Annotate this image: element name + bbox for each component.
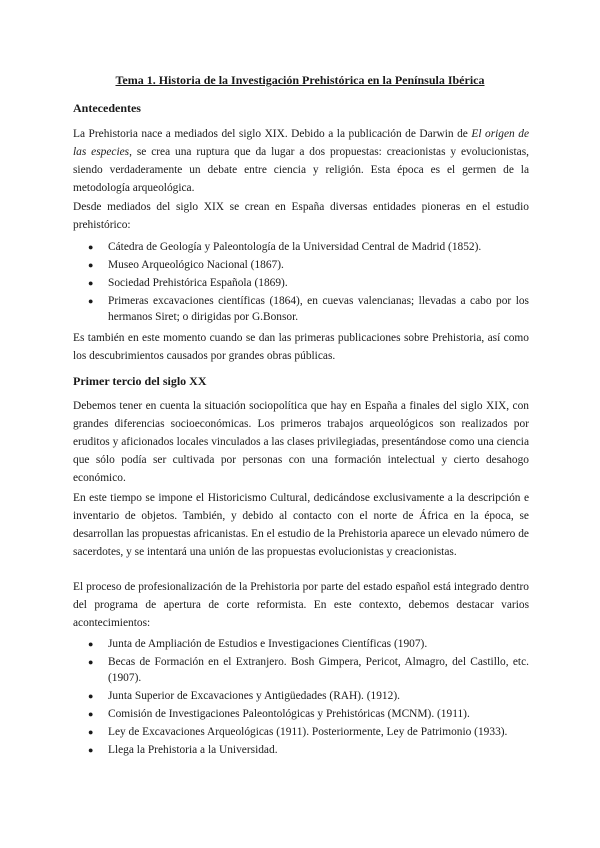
- section-heading-antecedentes: Antecedentes: [73, 101, 141, 115]
- list-item-text: Llega la Prehistoria a la Universidad.: [108, 744, 278, 756]
- bullet-icon: ●: [88, 745, 94, 755]
- list-item-text: Becas de Formación en el Extranjero. Bosh Gimpera, Pericot, Almagro, del Castillo, etc. (1907).: [108, 656, 529, 684]
- document-title: Tema 1. Historia de la Investigación Prehistórica en la Península Ibérica: [115, 73, 485, 87]
- list-item: [73, 724, 529, 740]
- bullet-icon: ●: [88, 639, 94, 649]
- list-item: [73, 706, 529, 722]
- bullet-icon: ●: [88, 278, 94, 288]
- list-item: [73, 293, 529, 325]
- list-item-text: Cátedra de Geología y Paleontología de la Universidad Central de Madrid (1852).: [108, 241, 482, 253]
- bullet-list-events: [73, 636, 529, 760]
- bullet-list-entities: [73, 239, 529, 327]
- list-item-text: Sociedad Prehistórica Española (1869).: [108, 277, 288, 289]
- list-item-text: Comisión de Investigaciones Paleontológicas y Prehistóricas (MCNM). (1911).: [108, 708, 470, 720]
- bullet-icon: ●: [88, 260, 94, 270]
- list-item-text: Junta de Ampliación de Estudios e Investigaciones Científicas (1907).: [108, 638, 428, 650]
- list-item: [73, 654, 529, 686]
- paragraph: Es también en este momento cuando se dan las primeras publicaciones sobre Prehistoria, así como los descubrimientos causados por grandes obras públicas.: [73, 332, 529, 362]
- list-item: [73, 636, 529, 652]
- list-item-text: Primeras excavaciones científicas (1864), en cuevas valencianas; llevadas a cabo por los hermanos Siret; o dirigidas por G.Bonsor.: [108, 295, 529, 323]
- list-item-text: Junta Superior de Excavaciones y Antigüedades (RAH). (1912).: [108, 690, 400, 702]
- list-item: [73, 257, 529, 273]
- paragraph: En este tiempo se impone el Historicismo Cultural, dedicándose exclusivamente a la descripción e inventario de objetos. También, y debido al contacto con el norte de África en la época, se desarrollan las propuestas africanistas. En el estudio de la Prehistoria aparece un elevado número de sacerdotes, y se intentará una unión de las propuestas evolucionistas y creacionistas.: [73, 492, 529, 558]
- paragraph: Desde mediados del siglo XIX se crean en España diversas entidades pioneras en el estudio prehistórico:: [73, 201, 529, 231]
- bullet-icon: ●: [88, 709, 94, 719]
- bullet-icon: ●: [88, 727, 94, 737]
- paragraph-text: , se crea una ruptura que da lugar a dos propuestas: creacionistas y evolucionistas, siendo verdaderamente un debate entre ciencia y religión. Esta época es el germen de la metodología arqueológica.: [73, 146, 529, 194]
- paragraph: Debemos tener en cuenta la situación sociopolítica que hay en España a finales del siglo XIX, con grandes diferencias socioeconómicas. Los primeros trabajos arqueológicos son realizados por eruditos y aficionados locales vinculados a las clases privilegiadas, presentándose como una ciencia que sólo podía ser cultivada por personas con una formación intelectual y cierto desahogo económico.: [73, 400, 529, 484]
- list-item: [73, 742, 529, 758]
- list-item-text: Museo Arqueológico Nacional (1867).: [108, 259, 284, 271]
- list-item: [73, 239, 529, 255]
- bullet-icon: ●: [88, 296, 94, 306]
- list-item: [73, 688, 529, 704]
- bullet-icon: ●: [88, 691, 94, 701]
- list-item-text: Ley de Excavaciones Arqueológicas (1911). Posteriormente, Ley de Patrimonio (1933).: [108, 726, 508, 738]
- paragraph-text: La Prehistoria nace a mediados del siglo XIX. Debido a la publicación de Darwin de: [73, 128, 472, 140]
- book-title-italic: El origen de las especies: [73, 128, 530, 158]
- paragraph: [73, 125, 529, 197]
- bullet-icon: ●: [88, 657, 94, 667]
- bullet-icon: ●: [88, 242, 94, 252]
- section-heading-primer-tercio: Primer tercio del siglo XX: [73, 374, 207, 388]
- list-item: [73, 275, 529, 291]
- paragraph: El proceso de profesionalización de la Prehistoria por parte del estado español está integrado dentro del programa de apertura de corte reformista. En este contexto, debemos destacar varios acontecimientos:: [73, 581, 529, 629]
